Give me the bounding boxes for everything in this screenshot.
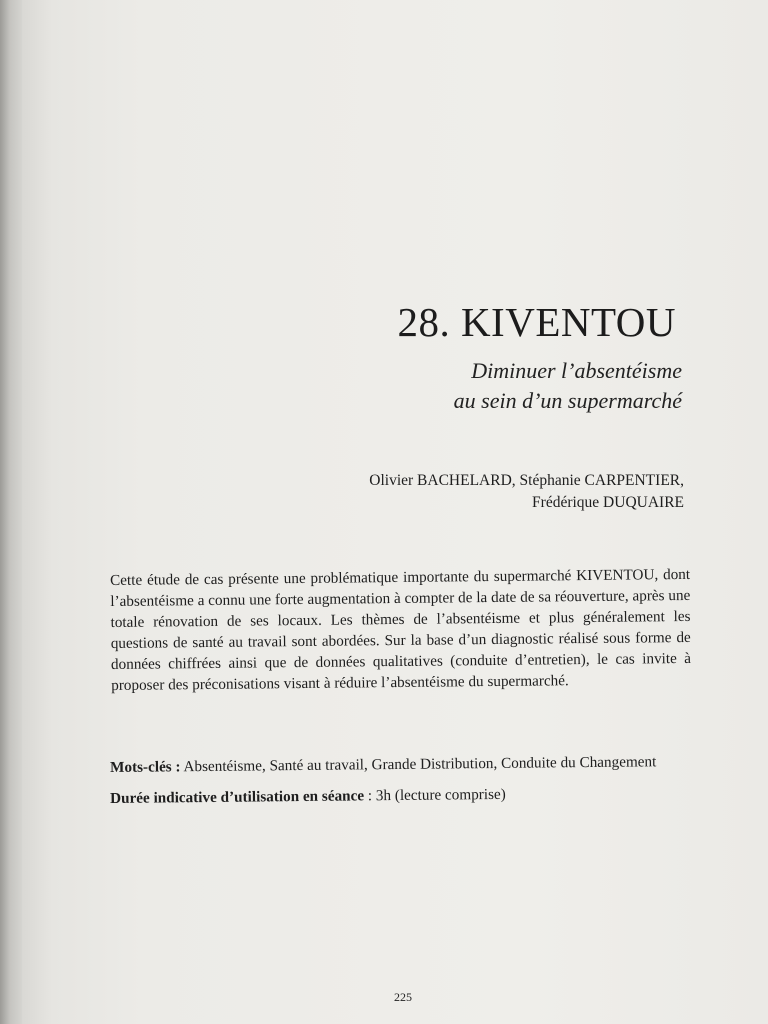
duration-value: : 3h (lecture comprise) [363,785,506,805]
authors-line-2: Frédérique DUQUAIRE [532,494,684,511]
book-gutter [0,0,24,1024]
keywords-value: Absentéisme, Santé au travail, Grande Distribution, Conduite du Changement [180,753,657,776]
subtitle-line-1: Diminuer l’absentéisme [471,358,682,383]
duration-label: Durée indicative d’utilisation en séance [110,787,365,807]
chapter-title: 28. KIVENTOU [397,299,676,345]
keywords-label: Mots-clés : [110,758,181,776]
duration-line [110,784,506,809]
page-number: 225 [394,990,412,1004]
authors [369,470,684,514]
abstract-paragraph: Cette étude de cas présente une problématique importante du supermarché KIVENTOU, dont l’absentéisme a connu une forte augmentation à compter de la date de sa réouverture, après une totale rénovation de ses locaux. Les thèmes de l’absentéisme et plus généralement les questions de santé au travail sont abordées. Sur la base d’un diagnostic réalisé sous forme de données chiffrées ainsi que de données qualitatives (conduite d’entretien), le cas invite à proposer des préconisations visant à réduire l’absentéisme du supermarché. [110,565,692,694]
authors-line-1: Olivier BACHELARD, Stéphanie CARPENTIER, [369,472,684,489]
subtitle-line-2: au sein d’un supermarché [453,388,682,413]
chapter-subtitle [454,356,682,416]
